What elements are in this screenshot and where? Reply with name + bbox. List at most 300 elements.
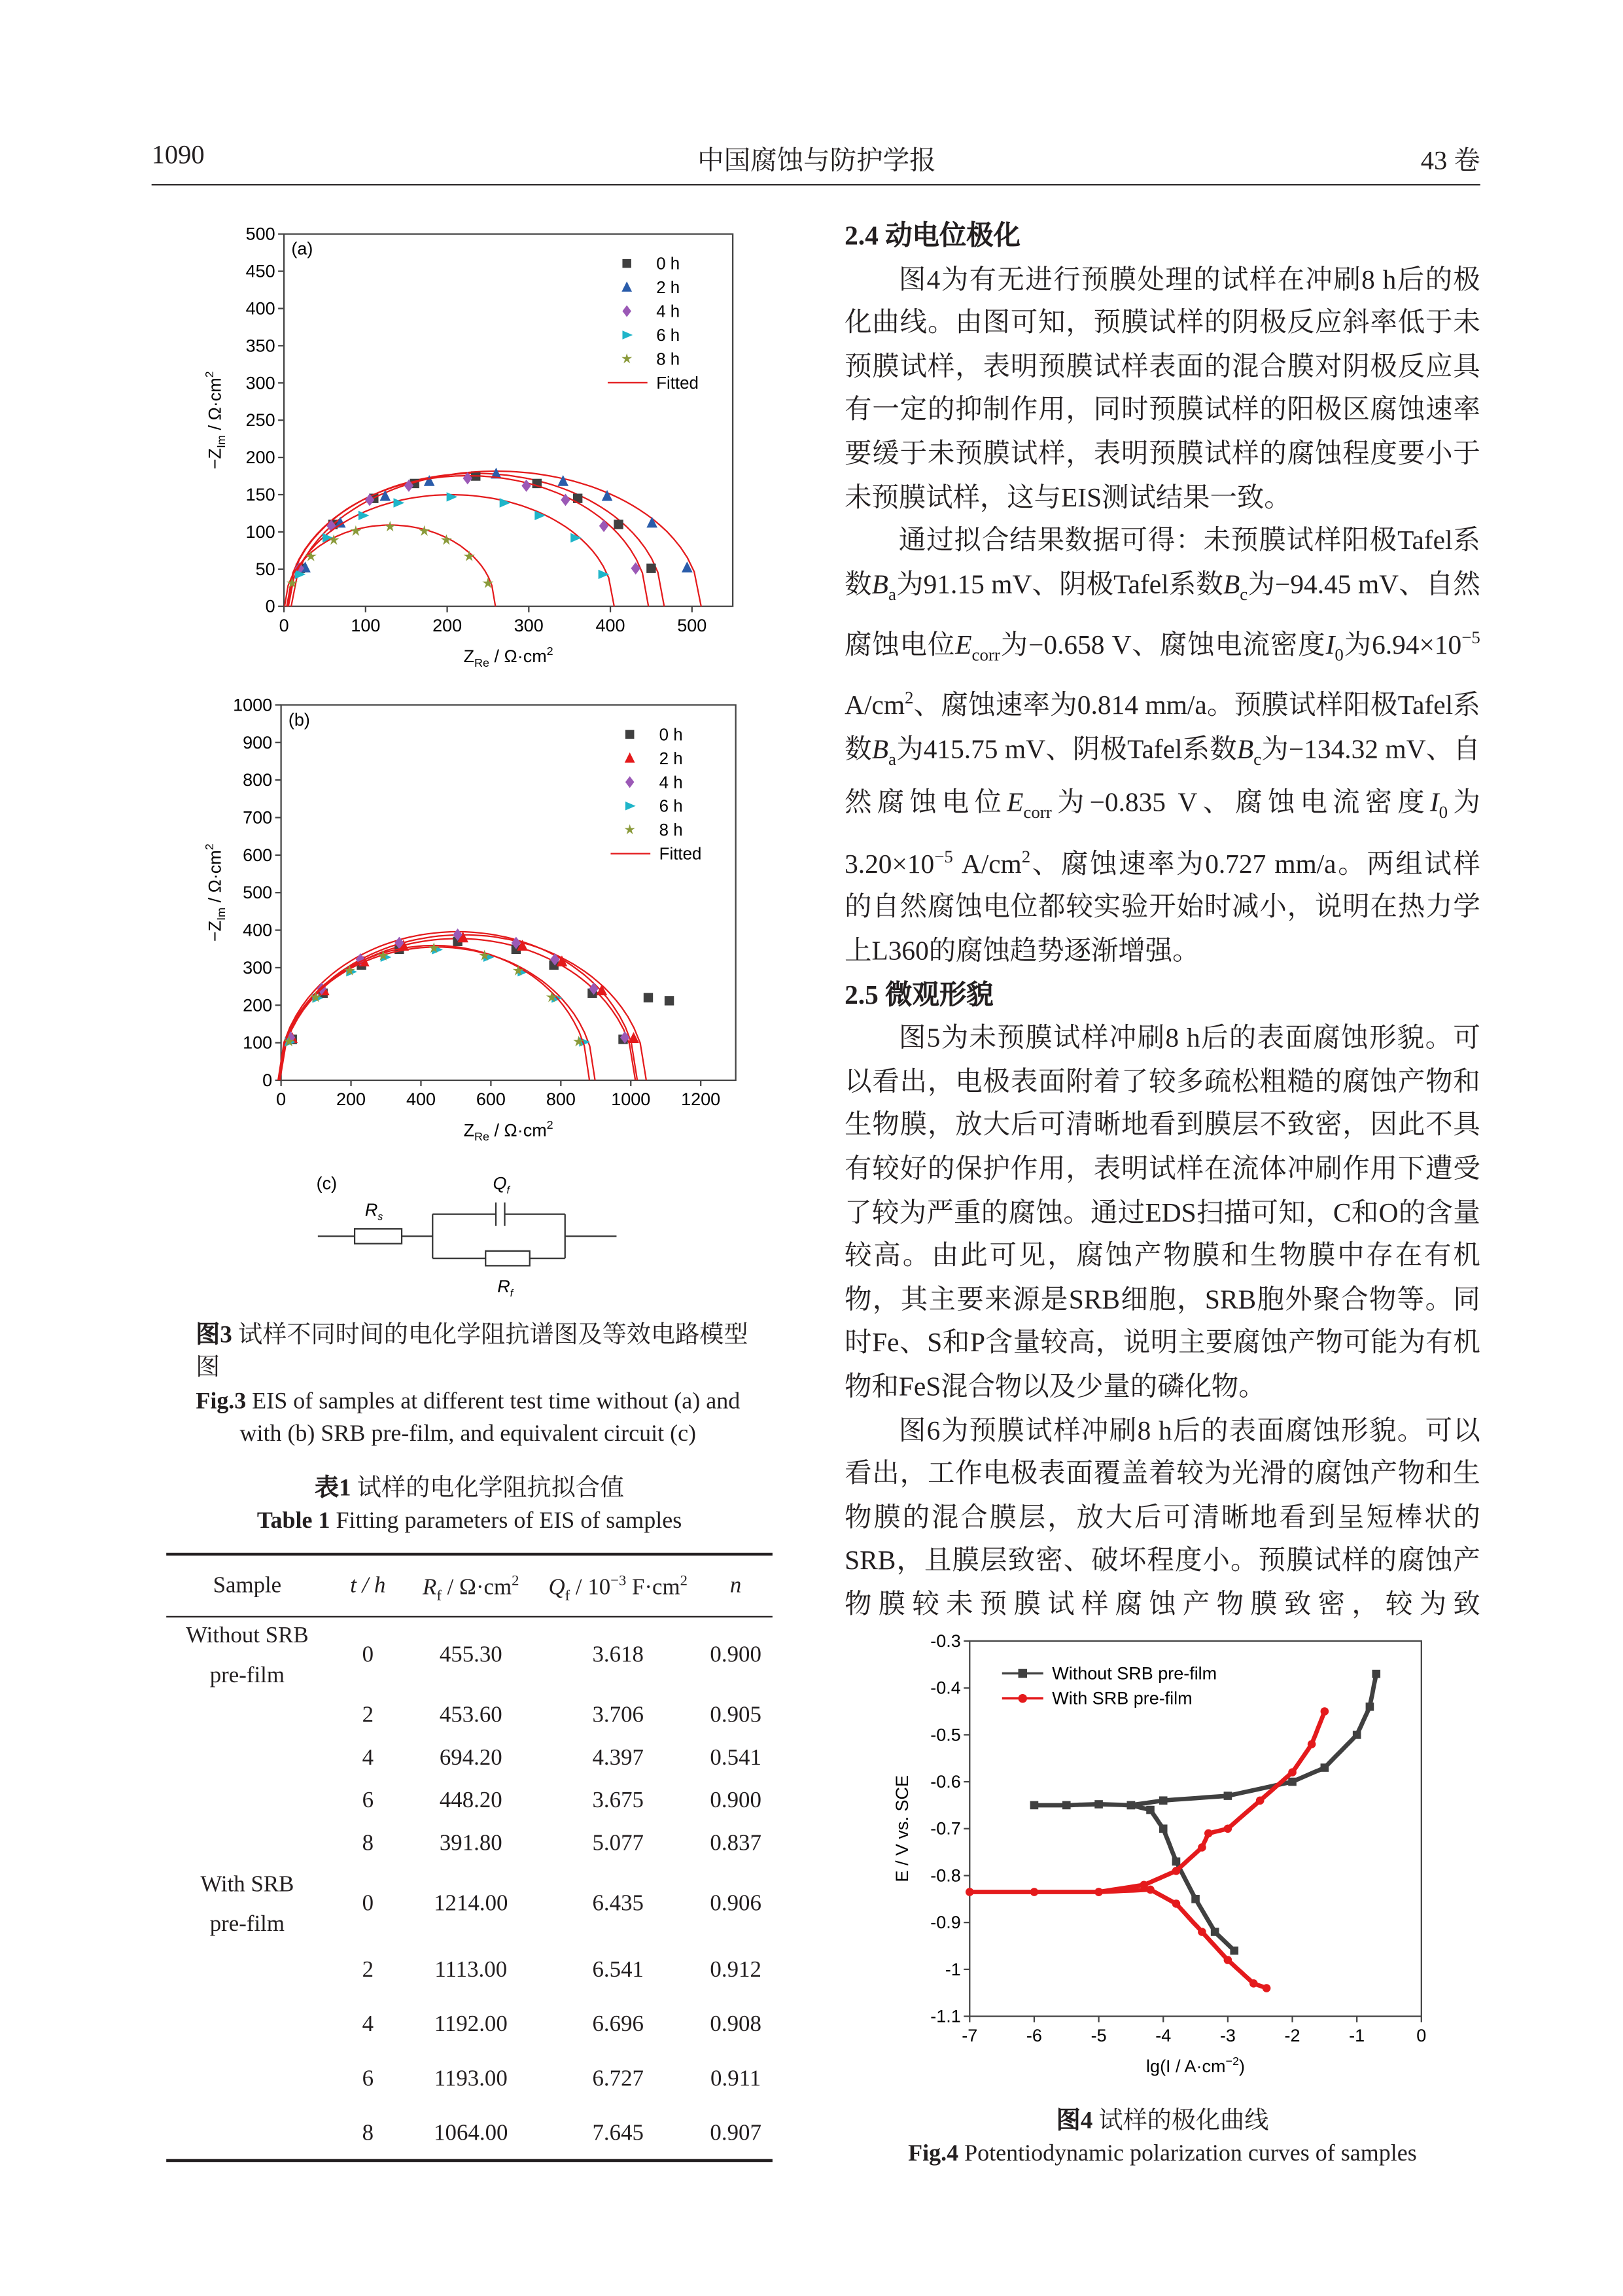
table-cell: 0.906 — [710, 1891, 761, 1916]
x-label-part: / Ω·cm — [489, 646, 547, 667]
table-cell: 453.60 — [439, 1703, 502, 1728]
section-2-4-heading: 2.4 动电位极化 — [845, 221, 1021, 251]
data-point — [1321, 1707, 1329, 1716]
th-rf-unit: / Ω·cm — [441, 1575, 512, 1600]
y-label-part: −Z — [205, 448, 225, 470]
y-label-part: −Z — [205, 920, 225, 942]
th-rf — [423, 1574, 519, 1605]
th-qf-unit2: F·cm — [626, 1575, 680, 1600]
data-point — [1224, 1792, 1232, 1800]
svg-text:Rs — [365, 1200, 383, 1223]
y-tick-label: 50 — [255, 559, 275, 579]
x-tick-label: -1 — [1349, 2025, 1365, 2045]
section-2-5-para-1 — [845, 1017, 1480, 1409]
table1-title-en — [166, 1506, 773, 1538]
table-bottom-rule — [166, 2159, 773, 2162]
y-tick-label: 0 — [265, 596, 275, 616]
x-tick-label: 500 — [677, 615, 707, 635]
y-tick-label: 800 — [243, 770, 273, 790]
table1-en-label: Table 1 — [256, 1508, 330, 1534]
series-1 — [966, 1707, 1329, 1992]
y-tick-label: 900 — [243, 732, 273, 752]
series-4h — [278, 928, 637, 1080]
y-tick-label: -0.9 — [930, 1913, 961, 1933]
data-point — [621, 281, 632, 292]
data-point — [1321, 1763, 1329, 1772]
data-point — [1211, 1928, 1219, 1936]
y-tick-label: 400 — [243, 920, 273, 940]
x-label-part: Re — [474, 656, 490, 669]
table-cell: 0.908 — [710, 2011, 761, 2038]
y-tick-label: -0.3 — [930, 1631, 961, 1651]
data-point — [644, 993, 653, 1002]
x-tick-label: 0 — [279, 615, 289, 635]
data-point — [1224, 1956, 1232, 1964]
fitted-curve — [280, 939, 635, 1080]
data-point — [622, 306, 631, 317]
data-point — [1030, 1801, 1039, 1810]
text-run: c — [1253, 749, 1262, 769]
data-point — [1094, 1888, 1103, 1896]
text-run: A/cm — [845, 691, 905, 721]
x-tick-label: 800 — [546, 1089, 576, 1110]
y-tick-label: 350 — [245, 336, 275, 356]
series-2h — [291, 468, 701, 607]
text-run: B — [871, 569, 888, 599]
fig4-en-label: Fig.4 — [908, 2141, 959, 2166]
series-6h — [279, 945, 595, 1080]
legend-label: Without SRB pre-film — [1052, 1663, 1217, 1684]
text-run: 图4为有无进行预膜处理的试样在冲刷8 h后的极化曲线。由图可知，预膜试样的阴极反应斜率低于未预膜试样，表明预膜试样表面的混合膜对阴极反应具有一定的抑制作用，同时预膜试样的阳极区腐蚀速率要缓于未预膜试样，表明预膜试样的腐蚀程度要小于未预膜试样，这与EIS测试结果一致。 — [845, 264, 1480, 512]
table-cell: 3.706 — [592, 1703, 644, 1728]
panel-label: (a) — [291, 239, 313, 259]
table-cell: 1064.00 — [434, 2121, 508, 2146]
table-cell: 1192.00 — [434, 2011, 508, 2038]
data-point — [1198, 1928, 1206, 1936]
data-point — [1224, 1824, 1232, 1833]
text-run: 为91.15 mV、阴极Tafel系数 — [896, 569, 1224, 599]
text-run: 为3.20×10 — [845, 788, 1480, 879]
data-point — [1191, 1895, 1200, 1903]
th-qf-sub: f — [565, 1588, 570, 1605]
data-point — [557, 475, 568, 486]
data-point — [625, 824, 635, 835]
table-cell: 5.077 — [592, 1831, 644, 1856]
text-run: 0 — [1335, 644, 1344, 665]
table1-cn-label: 表1 — [314, 1473, 351, 1502]
data-point — [625, 752, 635, 763]
rf-label: R — [497, 1276, 510, 1296]
th-n: n — [729, 1573, 742, 1598]
section-2-5-heading: 2.5 微观形貌 — [845, 980, 994, 1010]
y-label-part: / Ω·cm — [205, 378, 225, 435]
data-point — [1366, 1703, 1374, 1711]
y-tick-label: 1000 — [233, 695, 273, 715]
section-2-4-para-1 — [845, 258, 1480, 520]
text-run: 2 — [905, 688, 914, 709]
text-run: a — [888, 749, 896, 769]
series-8h — [279, 942, 590, 1080]
data-point — [447, 492, 458, 501]
x-tick-label: 400 — [595, 615, 625, 635]
x-tick-label: -3 — [1219, 2025, 1236, 2045]
text-run: 、腐蚀速率为0.814 mm/a。预膜试样阳极Tafel系数 — [845, 691, 1480, 764]
fitted-curve — [279, 947, 595, 1080]
th-sample: Sample — [213, 1573, 282, 1598]
data-point — [1288, 1778, 1297, 1786]
text-run: 为−94.45 mV、自然腐蚀电位 — [845, 569, 1480, 660]
y-tick-label: 500 — [245, 224, 275, 244]
y-tick-label: -0.8 — [930, 1865, 961, 1886]
fig3-caption-cn — [184, 1318, 769, 1383]
y-tick-label: -0.6 — [930, 1772, 961, 1792]
y-tick-label: 250 — [245, 410, 275, 431]
data-point — [1019, 1694, 1027, 1703]
table-cell: 1113.00 — [434, 1957, 508, 1983]
group-label: With SRB — [200, 1872, 294, 1898]
data-point — [1172, 1867, 1181, 1875]
y-label-part: E / V vs. SCE — [892, 1775, 912, 1882]
x-label-part: Z — [463, 1120, 475, 1140]
y-label-part: 2 — [203, 371, 217, 378]
y-tick-label: 200 — [245, 448, 275, 468]
th-rf-sub: f — [436, 1588, 442, 1605]
th-qf-sup2: 2 — [680, 1573, 688, 1590]
x-label-part: −2 — [1225, 2054, 1240, 2068]
y-tick-label: -0.4 — [930, 1678, 961, 1698]
table-cell: 4 — [362, 1745, 374, 1771]
y-tick-label: 150 — [245, 484, 275, 504]
data-point — [1256, 1796, 1265, 1805]
table-cell: 0.900 — [710, 1788, 761, 1814]
qf-sub: f — [506, 1185, 510, 1197]
text-run: 图6为预膜试样冲刷8 h后的表面腐蚀形貌。可以看出，工作电极表面覆盖着较为光滑的腐蚀产物和生物膜的混合膜层，放大后可清晰地看到呈短棒状的SRB，且膜层致密、破坏程度小。预膜试样的腐蚀产物膜较未预膜试样腐蚀产物膜致密，较为致 — [845, 1415, 1480, 1619]
table-header-rule — [166, 1616, 773, 1617]
fitted-curve — [291, 471, 701, 607]
table-cell: 1214.00 — [434, 1891, 508, 1916]
text-run: E — [955, 630, 972, 660]
data-point — [599, 570, 610, 579]
table-cell: 4.397 — [592, 1745, 644, 1771]
data-point — [625, 776, 634, 788]
x-label-part: 2 — [546, 644, 553, 658]
text-run: a — [888, 583, 896, 605]
th-t: t / h — [350, 1573, 386, 1598]
x-tick-label: 0 — [276, 1089, 287, 1110]
data-point — [385, 521, 396, 531]
data-point — [682, 561, 693, 573]
legend-label: 8 h — [659, 821, 683, 840]
text-run: 为−0.835 V、腐蚀电流密度 — [1051, 788, 1430, 818]
data-point — [500, 498, 511, 507]
y-tick-label: 300 — [243, 957, 273, 978]
table-cell: 4 — [362, 2011, 374, 2038]
table-cell: 391.80 — [439, 1831, 502, 1856]
text-run: 为−0.658 V、腐蚀电流密度 — [1000, 630, 1326, 660]
data-point — [1159, 1796, 1168, 1805]
y-tick-label: 600 — [243, 845, 273, 865]
table-cell: 694.20 — [439, 1745, 502, 1771]
text-run: −5 — [1461, 627, 1480, 648]
x-tick-label: 1200 — [681, 1089, 721, 1110]
y-tick-label: -0.5 — [930, 1725, 961, 1745]
table-cell: 0.905 — [710, 1703, 761, 1728]
table-cell: 0.837 — [710, 1831, 761, 1856]
table-cell: 8 — [362, 2121, 374, 2146]
data-point — [1127, 1801, 1136, 1810]
data-point — [1204, 1829, 1213, 1838]
group-label: pre-film — [209, 1663, 285, 1688]
text-run: E — [1007, 788, 1024, 818]
text-run: corr — [1023, 802, 1052, 823]
right-column — [845, 215, 1480, 1627]
fig3-caption-en — [173, 1386, 762, 1451]
series-6h — [288, 492, 614, 607]
text-run: I — [1429, 788, 1439, 818]
x-tick-label: 300 — [514, 615, 544, 635]
y-tick-label: 500 — [243, 883, 273, 903]
text-run: 0 — [1439, 802, 1448, 823]
x-tick-label: -4 — [1155, 2025, 1172, 2045]
table-cell: 6.727 — [592, 2066, 644, 2092]
data-point — [665, 996, 674, 1005]
table-cell: 455.30 — [439, 1642, 502, 1668]
fitted-curve — [279, 945, 590, 1080]
text-run: −5 — [934, 845, 953, 867]
table-cell: 6 — [362, 1788, 374, 1814]
table-cell: 1193.00 — [434, 2066, 508, 2092]
th-qf-unit: / 10 — [570, 1575, 611, 1600]
group-label: Without SRB — [186, 1623, 309, 1649]
volume: 43 卷 — [1420, 145, 1480, 175]
table-cell: 0 — [362, 1891, 374, 1916]
y-tick-label: 0 — [262, 1070, 273, 1090]
x-tick-label: 1000 — [611, 1089, 651, 1110]
text-run: 为−134.32 mV、自然腐蚀电位 — [845, 734, 1480, 818]
rf-sub: f — [510, 1288, 514, 1299]
fitted-curve — [288, 495, 614, 607]
journal-title: 中国腐蚀与防护学报 — [697, 145, 936, 175]
page-number: 1090 — [151, 139, 205, 169]
data-point — [625, 730, 634, 739]
x-axis-label — [1146, 2055, 1245, 2076]
fig3-en-label: Fig.3 — [196, 1389, 247, 1415]
rs-sub: s — [377, 1211, 383, 1223]
table-cell: 6 — [362, 2066, 374, 2092]
data-point — [1263, 1984, 1271, 1992]
legend-label: 6 h — [659, 797, 683, 816]
table-cell: 0.911 — [710, 2066, 761, 2092]
text-run: B — [871, 734, 888, 764]
table-top-rule — [166, 1553, 773, 1555]
x-label-part: Z — [463, 646, 475, 667]
table-cell: 0.907 — [710, 2121, 761, 2146]
text-run: c — [1240, 583, 1248, 605]
group-label: pre-film — [209, 1911, 285, 1937]
text-run: 为6.94×10 — [1343, 630, 1462, 660]
fig4-polarization-chart — [824, 1619, 1472, 2090]
y-axis-label — [892, 1775, 912, 1882]
panel-label-c: (c) — [316, 1173, 338, 1193]
x-tick-label: 200 — [432, 615, 462, 635]
x-label-part: 2 — [546, 1118, 553, 1132]
x-tick-label: -5 — [1091, 2025, 1107, 2045]
fitted-curve — [285, 525, 495, 607]
y-tick-label: 700 — [243, 807, 273, 828]
table1-en-text: Fitting parameters of EIS of samples — [330, 1508, 682, 1534]
fig3-eis-charts — [0, 0, 824, 1324]
x-axis-label — [464, 645, 553, 669]
x-axis-label — [464, 1118, 553, 1143]
y-tick-label: -1 — [945, 1959, 961, 1979]
legend-label: 6 h — [656, 326, 680, 345]
section-2-5-para-2 — [845, 1409, 1480, 1627]
table1-cn-text: 试样的电化学阻抗拟合值 — [351, 1473, 625, 1502]
data-point — [625, 802, 636, 810]
x-label-part: / Ω·cm — [489, 1120, 547, 1140]
fig3-cn-text: 试样不同时间的电化学阻抗谱图及等效电路模型图 — [196, 1320, 748, 1381]
x-tick-label: 100 — [351, 615, 381, 635]
table-cell: 6.696 — [592, 2011, 644, 2038]
data-point — [622, 259, 631, 268]
legend-label: 0 h — [659, 726, 683, 745]
qf-label: Q — [493, 1173, 507, 1193]
table-cell: 6.435 — [592, 1891, 644, 1916]
text-run: A/cm — [952, 849, 1022, 879]
data-point — [1146, 1806, 1155, 1814]
panel-label: (b) — [288, 709, 310, 730]
data-point — [1062, 1801, 1071, 1810]
fitted-curve — [278, 932, 637, 1080]
th-qf-symbol: Q — [548, 1575, 565, 1600]
resistor-rs — [355, 1229, 402, 1243]
data-point — [614, 520, 623, 529]
y-tick-label: -1.1 — [930, 2006, 961, 2026]
fig3-en-text: EIS of samples at different test time without (a) and with (b) SRB pre-film, and equivalent circuit (c) — [239, 1389, 741, 1447]
text-run: corr — [971, 644, 1000, 665]
x-label-part: lg(I / A·cm — [1146, 2057, 1226, 2077]
th-qf-sup: −3 — [610, 1573, 627, 1590]
data-point — [1372, 1670, 1380, 1678]
th-rf-symbol: R — [423, 1575, 437, 1600]
table1-title-cn — [166, 1472, 773, 1504]
th-qf — [548, 1574, 687, 1605]
legend-label: With SRB pre-film — [1052, 1688, 1193, 1708]
section-2-4-para-2 — [845, 520, 1480, 974]
data-point — [1019, 1669, 1027, 1678]
y-tick-label: -0.7 — [930, 1818, 961, 1839]
table-cell: 0.541 — [710, 1745, 761, 1771]
table-cell: 0.912 — [710, 1957, 761, 1983]
table-cell: 3.675 — [592, 1788, 644, 1814]
data-point — [646, 563, 655, 573]
fig4-caption-en — [845, 2138, 1480, 2170]
legend-label: Fitted — [659, 845, 702, 864]
y-axis-label — [203, 371, 228, 469]
y-label-part: Im — [215, 907, 228, 921]
series-8h — [285, 521, 495, 607]
data-point — [1159, 1824, 1168, 1833]
data-point — [1249, 1979, 1258, 1988]
y-label-part: 2 — [203, 843, 217, 851]
legend-label: 4 h — [656, 302, 680, 321]
x-tick-label: 200 — [336, 1089, 366, 1110]
text-run: 图5为未预膜试样冲刷8 h后的表面腐蚀形貌。可以看出，电极表面附着了较多疏松粗糙的腐蚀产物和生物膜，放大后可清晰地看到膜层不致密，因此不具有较好的保护作用，表明试样在流体冲刷作用下遭受了较为严重的腐蚀。通过EDS扫描可知，C和O的含量较高。由此可见，腐蚀产物膜和生物膜中存在有机物，其主要来源是SRB细胞，SRB胞外聚合物等。同时Fe、S和P含量较高，说明主要腐蚀产物可能为有机物和FeS混合物以及少量的磷化物。 — [845, 1023, 1480, 1402]
data-point — [621, 353, 632, 364]
x-tick-label: -2 — [1284, 2025, 1300, 2045]
legend-label: 2 h — [656, 279, 680, 298]
text-run: 通过拟合结果数据可得：未预膜试样阳极Tafel系数 — [845, 525, 1480, 599]
series-4h — [287, 472, 648, 607]
text-run: B — [1223, 569, 1240, 599]
rs-label: R — [364, 1199, 378, 1220]
data-point — [1198, 1843, 1206, 1852]
y-label-part: / Ω·cm — [205, 850, 225, 908]
fig3-cn-label: 图3 — [196, 1320, 232, 1349]
data-point — [1172, 1858, 1181, 1866]
table-cell: 7.645 — [592, 2121, 644, 2146]
data-point — [966, 1888, 974, 1896]
data-point — [622, 330, 633, 339]
resistor-rf — [485, 1251, 529, 1265]
th-rf-sup: 2 — [512, 1573, 519, 1590]
data-point — [1288, 1768, 1297, 1776]
table-cell: 6.541 — [592, 1957, 644, 1983]
y-tick-label: 100 — [243, 1033, 273, 1053]
equivalent-circuit — [294, 1163, 648, 1310]
data-point — [1353, 1731, 1361, 1739]
text-run: 、腐蚀速率为0.727 mm/a。两组试样的自然腐蚀电位都较实验开始时减小，说明在热力学上L360的腐蚀趋势逐渐增强。 — [845, 849, 1480, 966]
x-tick-label: -6 — [1026, 2025, 1042, 2045]
legend-label: 8 h — [656, 350, 680, 369]
x-tick-label: 400 — [406, 1089, 436, 1110]
fig4-caption-cn — [845, 2104, 1480, 2136]
y-tick-label: 200 — [243, 995, 273, 1016]
fig4-en-text: Potentiodynamic polarization curves of samples — [958, 2141, 1417, 2166]
data-point — [1094, 1800, 1103, 1809]
fig4-cn-label: 图4 — [1056, 2106, 1093, 2134]
data-point — [599, 520, 608, 532]
y-tick-label: 100 — [245, 521, 275, 542]
text-run: B — [1236, 734, 1254, 764]
data-point — [1030, 1888, 1039, 1896]
fig4-cn-text: 试样的极化曲线 — [1092, 2106, 1269, 2134]
legend-label: 0 h — [656, 255, 680, 274]
data-point — [1172, 1899, 1181, 1908]
data-point — [1230, 1947, 1238, 1955]
y-axis-label — [203, 843, 228, 942]
table-cell: 2 — [362, 1703, 374, 1728]
x-label-part: ) — [1239, 2057, 1246, 2077]
table-cell: 448.20 — [439, 1788, 502, 1814]
x-tick-label: -7 — [962, 2025, 978, 2045]
x-label-part: Re — [474, 1130, 490, 1144]
table-cell: 3.618 — [592, 1642, 644, 1668]
y-tick-label: 300 — [245, 373, 275, 393]
y-tick-label: 450 — [245, 261, 275, 281]
legend-label: 2 h — [659, 749, 683, 768]
legend-label: 4 h — [659, 773, 683, 792]
legend-label: Fitted — [656, 374, 699, 393]
table-cell: 2 — [362, 1957, 374, 1983]
table-cell: 0 — [362, 1642, 374, 1668]
text-run: 为415.75 mV、阴极Tafel系数 — [896, 734, 1237, 764]
y-label-part: Im — [215, 434, 228, 448]
text-run: 2 — [1021, 845, 1031, 867]
svg-text:Qf — [493, 1173, 511, 1196]
data-point — [1140, 1881, 1148, 1889]
y-tick-label: 400 — [245, 298, 275, 319]
